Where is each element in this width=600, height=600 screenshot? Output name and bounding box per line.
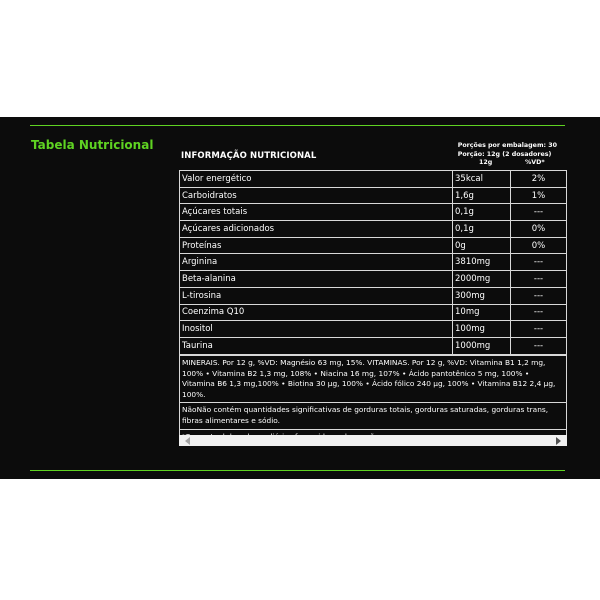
nutrient-name: Arginina [180,254,453,271]
nutrient-quantity: 100mg [453,321,511,338]
nutrient-quantity: 1,6g [453,187,511,204]
bottom-divider [30,470,565,471]
nutrient-table [179,170,567,355]
nutrition-table-title: INFORMAÇÃO NUTRICIONAL [181,151,317,161]
content-panel [0,117,600,479]
nutrient-daily-value: --- [511,321,567,338]
nutrient-name: Valor energético [180,171,453,188]
nutrient-quantity: 0,1g [453,204,511,221]
nutrient-daily-value: --- [511,304,567,321]
nutrient-quantity: 2000mg [453,271,511,288]
nutrient-quantity: 35kcal [453,171,511,188]
nutrient-daily-value: --- [511,271,567,288]
nutrient-name: Proteínas [180,237,453,254]
column-header-daily-value: %VD* [525,159,545,166]
table-row [180,237,567,254]
scroll-left-icon[interactable] [185,437,190,445]
nutrient-daily-value: 0% [511,237,567,254]
nutrient-quantity: 300mg [453,287,511,304]
minerals-vitamins-note: MINERAIS. Por 12 g, %VD: Magnésio 63 mg, 15%. VITAMINAS. Por 12 g, %VD: Vitamina B1 1,2 mg, 100% • Vitamina B2 1,3 mg, 108% • Niacina 16 mg, 107% • Ácido pantotênico 5 mg, 100% • Vitamina B6 1,3 mg,100% • Biotina 30 μg, 100% • Ácido fólico 240 μg, 100% • Vitamina B12 2,4 μg, 100%. [180,355,566,402]
table-row [180,304,567,321]
nutrition-notes [179,355,567,445]
nutrient-name: Coenzima Q10 [180,304,453,321]
column-headers [179,159,567,169]
table-row [180,337,567,354]
table-row [180,271,567,288]
top-divider [30,125,565,126]
table-row [180,254,567,271]
nutrient-daily-value: 1% [511,187,567,204]
nutrient-daily-value: --- [511,254,567,271]
nutrient-name: Açúcares totais [180,204,453,221]
nutrient-name: Taurina [180,337,453,354]
nutrient-quantity: 3810mg [453,254,511,271]
scroll-right-icon[interactable] [556,437,561,445]
nutrient-name: L-tirosina [180,287,453,304]
nutrient-quantity: 0g [453,237,511,254]
nutrient-quantity: 10mg [453,304,511,321]
nutrient-name: Açúcares adicionados [180,221,453,238]
insignificant-amounts-note: NãoNão contém quantidades significativas de gorduras totais, gorduras saturadas, gorduras trans, fibras alimentares e sódio. [180,402,566,428]
nutrient-name: Inositol [180,321,453,338]
nutrient-quantity: 1000mg [453,337,511,354]
horizontal-scrollbar[interactable] [179,435,567,446]
nutrient-quantity: 0,1g [453,221,511,238]
servings-per-package: Porções por embalagem: 30 [457,142,557,149]
serving-info [458,141,557,159]
nutrient-name: Beta-alanina [180,271,453,288]
nutrient-daily-value: 0% [511,221,567,238]
nutrient-daily-value: --- [511,287,567,304]
serving-size: Porção: 12g (2 dosadores) [457,151,552,158]
column-header-quantity: 12g [479,159,493,166]
table-row [180,204,567,221]
section-title: Tabela Nutricional [31,138,154,152]
nutrient-daily-value: --- [511,204,567,221]
nutrient-name: Carboidratos [180,187,453,204]
table-row [180,221,567,238]
nutrition-facts-table [179,141,567,454]
table-row [180,187,567,204]
table-row [180,287,567,304]
nutrient-daily-value: 2% [511,171,567,188]
table-row [180,321,567,338]
nutrient-daily-value: --- [511,337,567,354]
table-row [180,171,567,188]
